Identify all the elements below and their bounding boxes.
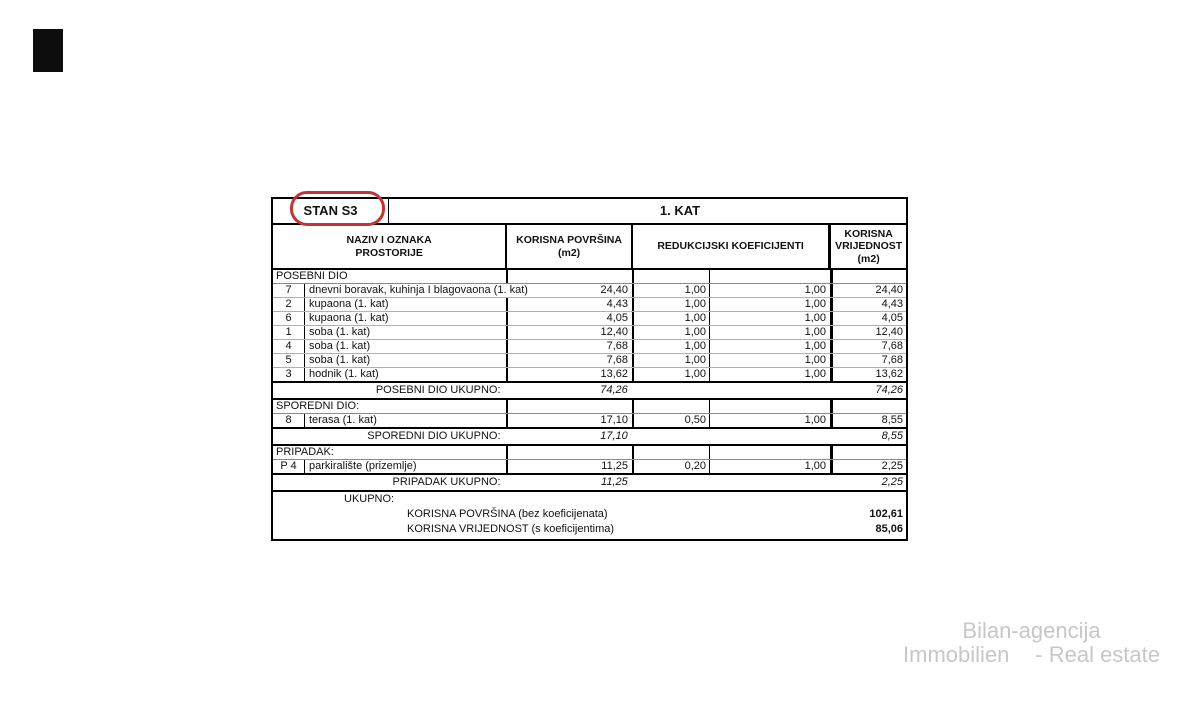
table-row: P 4 parkiralište (prizemlje) 11,25 0,20 1,00 2,25 xyxy=(273,460,906,475)
watermark-line1: Bilan-agencija xyxy=(962,618,1101,643)
col-header-koef: REDUKCIJSKI KOEFICIJENTI xyxy=(633,225,831,268)
watermark-line2: Immobilien - Real estate xyxy=(903,642,1160,667)
table-row: 6 kupaona (1. kat) 4,05 1,00 1,00 4,05 xyxy=(273,312,906,326)
table-row: 3 hodnik (1. kat) 13,62 1,00 1,00 13,62 xyxy=(273,368,906,383)
floor-title: 1. KAT xyxy=(659,203,701,218)
grand-total-block xyxy=(273,492,906,539)
red-circle-annotation xyxy=(290,191,385,226)
watermark xyxy=(903,619,1160,667)
section-total-posebni: POSEBNI DIO UKUPNO: 74,26 74,26 xyxy=(273,383,906,400)
section-header-posebni: POSEBNI DIO xyxy=(273,270,906,284)
section-total-sporedni: SPOREDNI DIO UKUPNO: 17,10 8,55 xyxy=(273,429,906,446)
apartment-id: STAN S3 xyxy=(273,199,389,223)
col-header-name: NAZIV I OZNAKA PROSTORIJE xyxy=(273,225,507,268)
grand-total-value-line: KORISNA VRIJEDNOST (s koeficijentima) 85,06 xyxy=(407,523,903,535)
section-total-pripadak: PRIPADAK UKUPNO: 11,25 2,25 xyxy=(273,475,906,492)
table-row: 1 soba (1. kat) 12,40 1,00 1,00 12,40 xyxy=(273,326,906,340)
col-header-area: KORISNA POVRŠINA (m2) xyxy=(507,225,633,268)
section-header-pripadak: PRIPADAK: xyxy=(273,446,906,460)
table-row: 7 dnevni boravak, kuhinja I blagovaona (1. kat) 24,40 1,00 1,00 24,40 xyxy=(273,284,906,298)
table-row: 4 soba (1. kat) 7,68 1,00 1,00 7,68 xyxy=(273,340,906,354)
section-header-sporedni: SPOREDNI DIO: xyxy=(273,400,906,414)
table-row: 8 terasa (1. kat) 17,10 0,50 1,00 8,55 xyxy=(273,414,906,429)
grand-total-title: UKUPNO: xyxy=(344,493,395,505)
table-row: 2 kupaona (1. kat) 4,43 1,00 1,00 4,43 xyxy=(273,298,906,312)
grand-total-area-line: KORISNA POVRŠINA (bez koeficijenata) 102,61 xyxy=(407,508,903,520)
table-row: 5 soba (1. kat) 7,68 1,00 1,00 7,68 xyxy=(273,354,906,368)
table-header-row xyxy=(273,225,906,270)
col-header-value: KORISNA VRIJEDNOST (m2) xyxy=(835,227,903,265)
black-square-mark xyxy=(33,29,63,72)
floor-area-table xyxy=(271,197,908,541)
